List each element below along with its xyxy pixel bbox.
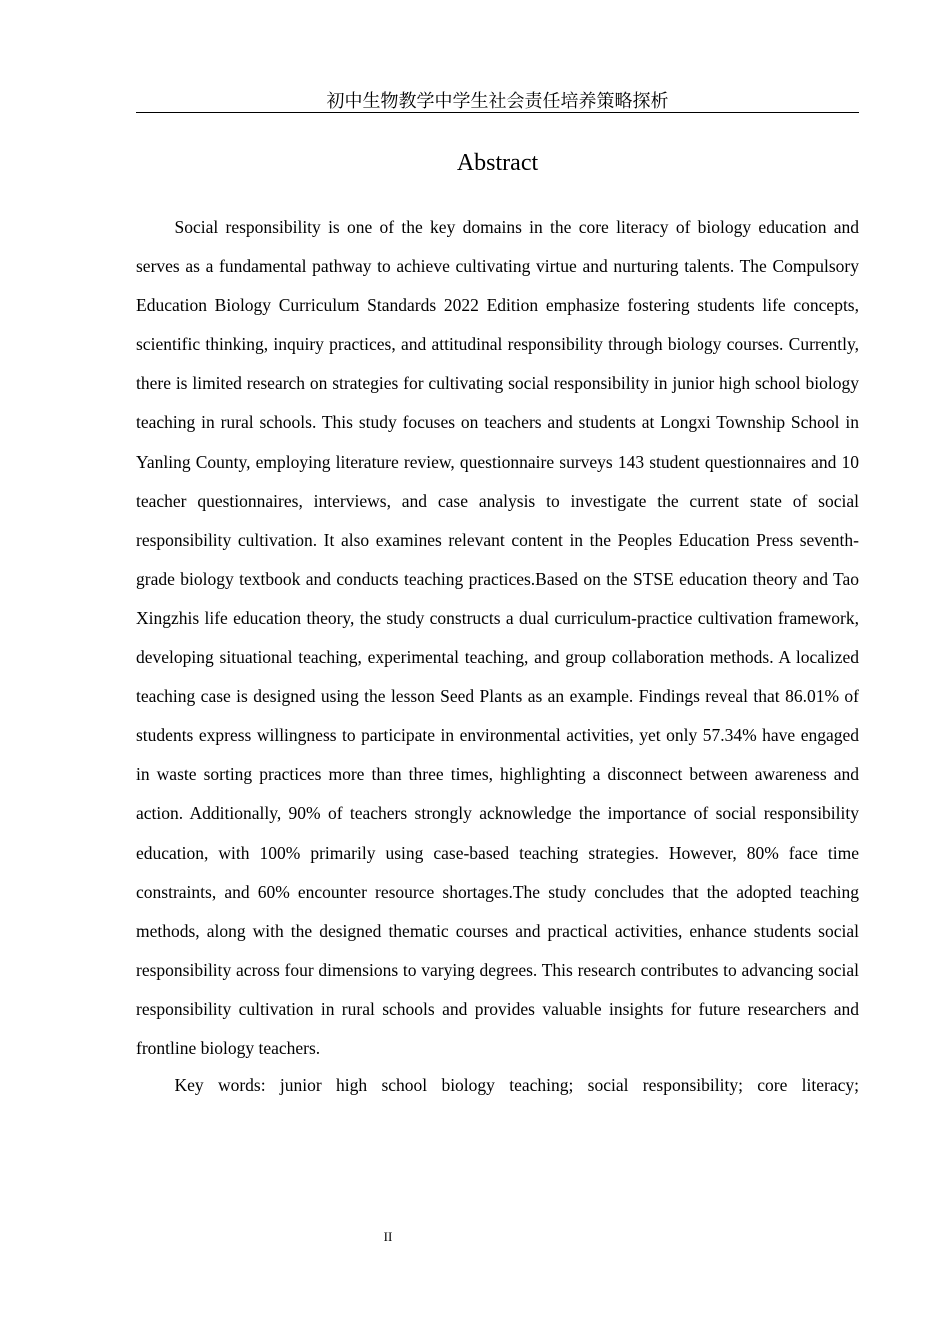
- page-number: II: [383, 1229, 393, 1244]
- running-header: 初中生物教学中学生社会责任培养策略探析: [136, 92, 859, 113]
- abstract-body: [136, 208, 859, 1105]
- abstract-paragraph: Social responsibility is one of the key domains in the core literacy of biology education and serves as a fundamental pathway to achieve cultivating virtue and nurturing talents. The Compulsory Education Biology Curriculum Standards 2022 Edition emphasize fostering students life concepts, scientific thinking, inquiry practices, and attitudinal responsibility through biology courses. Currently, there is limited research on strategies for cultivating social responsibility in junior high school biology teaching in rural schools. This study focuses on teachers and students at Longxi Township School in Yanling County, employing literature review, questionnaire surveys 143 student questionnaires and 10 teacher questionnaires, interviews, and case analysis to investigate the current state of social responsibility cultivation. It also examines relevant content in the Peoples Education Press seventh-grade biology textbook and conducts teaching practices.Based on the STSE education theory and Tao Xingzhis life education theory, the study constructs a dual curriculum-practice cultivation framework, developing situational teaching, experimental teaching, and group collaboration methods. A localized teaching case is designed using the lesson Seed Plants as an example. Findings reveal that 86.01% of students express willingness to participate in environmental activities, yet only 57.34% have engaged in waste sorting practices more than three times, highlighting a disconnect between awareness and action. Additionally, 90% of teachers strongly acknowledge the importance of social responsibility education, with 100% primarily using case-based teaching strategies. However, 80% face time constraints, and 60% encounter resource shortages.The study concludes that the adopted teaching methods, along with the designed thematic courses and practical activities, enhance students social responsibility across four dimensions to varying degrees. This research contributes to advancing social responsibility cultivation in rural schools and provides valuable insights for future researchers and frontline biology teachers.: [136, 217, 859, 1058]
- abstract-title: Abstract: [456, 150, 539, 176]
- keywords-line: Key words: junior high school biology teaching; social responsibility; core literacy;: [174, 1075, 859, 1096]
